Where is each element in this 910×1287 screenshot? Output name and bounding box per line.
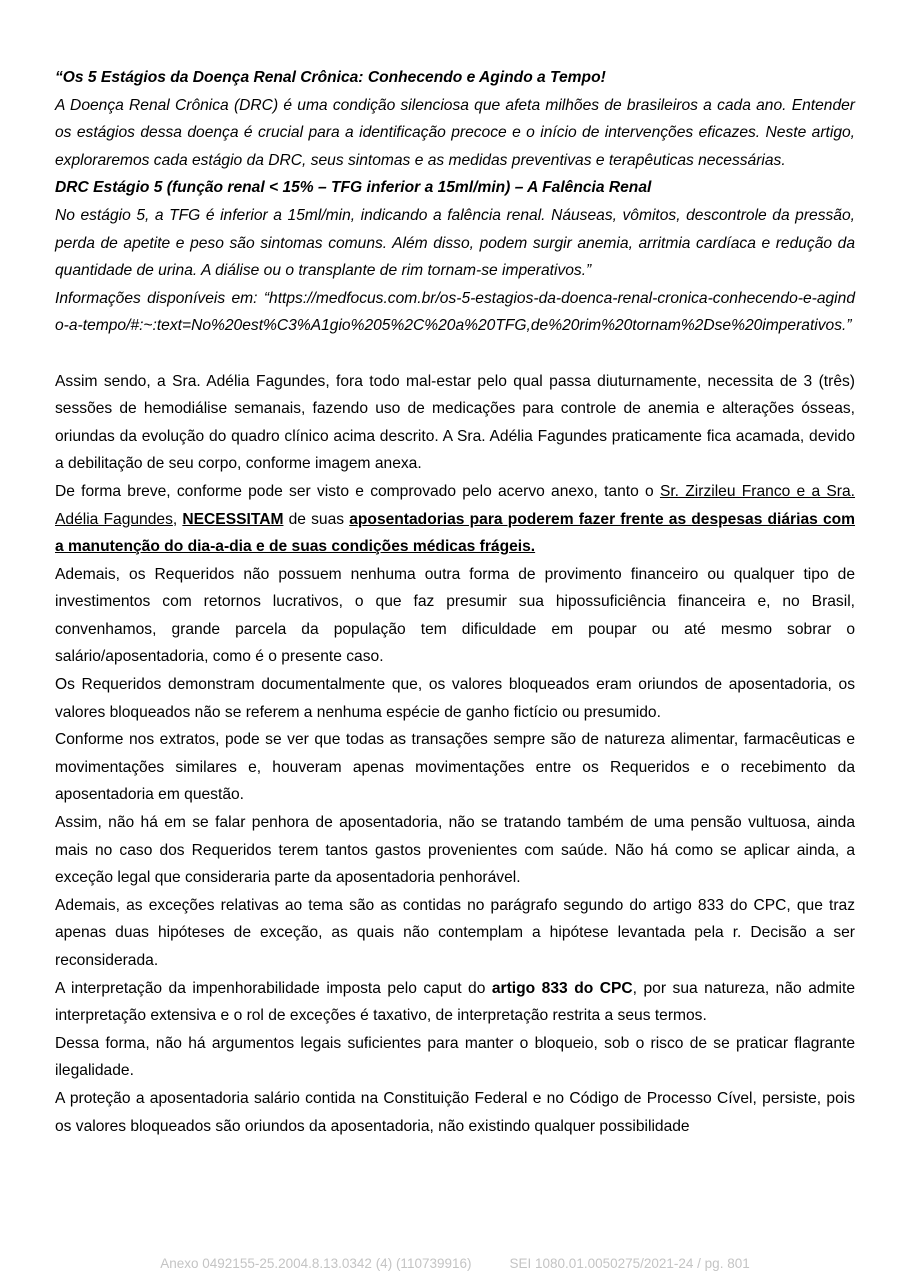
quote-title: “Os 5 Estágios da Doença Renal Crônica: Conhecendo e Agindo a Tempo! <box>55 69 606 86</box>
paragraph-necessity-intro: De forma breve, conforme pode ser visto e comprovado pelo acervo anexo, tanto o <box>55 482 660 500</box>
quote-source-link: Informações disponíveis em: “https://medfocus.com.br/os-5-estagios-da-doenca-renal-cronica-conhecendo-e-agindo-a-tempo/#:~:text=No%20est%C3%A1gio%205%2C%20a%20TFG,de%20rim%20tornam%2Dse%20imperativos.” <box>55 289 855 335</box>
paragraph-necessity <box>55 478 855 561</box>
paragraph-interpretacao-intro: A interpretação da impenhorabilidade imposta pelo caput do <box>55 979 492 997</box>
paragraph-penhora: Assim, não há em se falar penhora de aposentadoria, não se tratando também de uma pensão vultuosa, ainda mais no caso dos Requeridos terem tantos gastos provenientes com saúde. Não há como se aplicar ainda, a exceção legal que consideraria parte da aposentadoria penhorável. <box>55 814 855 887</box>
paragraph-hipossuficiencia: Ademais, os Requeridos não possuem nenhuma outra forma de provimento financeiro ou qualquer tipo de investimentos com retornos lucrativos, o que faz presumir sua hipossuficiência financeira e, no Brasil, convenhamos, grande parcela da população tem dificuldade em poupar ou até mesmo sobrar o salário/aposentadoria, como é o presente caso. <box>55 565 855 666</box>
requeridos-names: Sr. Zirzileu Franco e a Sra. Adélia Fagundes <box>55 482 855 528</box>
quote-stage-heading: DRC Estágio 5 (função renal < 15% – TFG inferior a 15ml/min) – A Falência Renal <box>55 179 652 197</box>
paragraph-excecoes: Ademais, as exceções relativas ao tema são as contidas no parágrafo segundo do artigo 833 do CPC, que traz apenas duas hipóteses de exceção, as quais não contemplam a hipótese levantada pela r. Decisão a ser reconsiderada. <box>55 896 855 969</box>
paragraph-valores-bloqueados: Os Requeridos demonstram documentalmente que, os valores bloqueados eram oriundos de aposentadoria, os valores bloqueados não se referem a nenhuma espécie de ganho fictício ou presumido. <box>55 676 855 721</box>
footer-sei-page: SEI 1080.01.0050275/2021-24 / pg. 801 <box>509 1256 750 1271</box>
necessitam-emphasis: NECESSITAM <box>182 510 284 528</box>
paragraph-interpretacao <box>55 975 855 1030</box>
artigo-833-emphasis: artigo 833 do CPC <box>491 979 633 997</box>
paragraph-ilegalidade: Dessa forma, não há argumentos legais suficientes para manter o bloqueio, sob o risco de se praticar flagrante ilegalidade. <box>55 1034 855 1080</box>
paragraph-extratos: Conforme nos extratos, pode se ver que todas as transações sempre são de natureza alimentar, farmacêuticas e movimentações similares e, houveram apenas movimentações entre os Requeridos e o recebimento da aposentadoria em questão. <box>55 731 855 804</box>
paragraph-protecao: A proteção a aposentadoria salário contida na Constituição Federal e no Código de Processo Cível, persiste, pois os valores bloqueados são oriundos da aposentadoria, não existindo qualquer possibilidade <box>55 1089 855 1135</box>
page-footer <box>0 1256 910 1271</box>
paragraph-necessity-mid: de suas <box>283 510 350 528</box>
paragraph-hemodialysis: Assim sendo, a Sra. Adélia Fagundes, fora todo mal-estar pelo qual passa diuturnamente, necessita de 3 (três) sessões de hemodiálise semanais, fazendo uso de medicações para controle de anemia e alterações ósseas, oriundas da evolução do quadro clínico acima descrito. A Sra. Adélia Fagundes praticamente fica acamada, devido a debilitação de seu corpo, conforme imagem anexa. <box>55 372 855 473</box>
footer-annex-id: Anexo 0492155-25.2004.8.13.0342 (4) (110739916) <box>160 1256 472 1271</box>
paragraph-spacer <box>55 340 855 368</box>
paragraph-necessity-comma: , <box>172 510 183 528</box>
aposentadorias-emphasis: aposentadorias para poderem fazer frente as despesas diárias com a manutenção do dia-a-dia e de suas condições médicas frágeis. <box>55 510 856 556</box>
paragraph-interpretacao-rest: , por sua natureza, não admite interpretação extensiva e o rol de exceções é taxativo, de interpretação restrita a seus termos. <box>55 979 855 1025</box>
document-page <box>55 64 855 1140</box>
quote-stage-text: No estágio 5, a TFG é inferior a 15ml/min, indicando a falência renal. Náuseas, vômitos, descontrole da pressão, perda de apetite e peso são sintomas comuns. Além disso, podem surgir anemia, arritmia cardíaca e redução da quantidade de urina. A diálise ou o transplante de rim tornam-se imperativos.” <box>55 206 855 280</box>
quote-intro: A Doença Renal Crônica (DRC) é uma condição silenciosa que afeta milhões de brasileiros a cada ano. Entender os estágios dessa doença é crucial para a identificação precoce e o início de intervenções eficazes. Neste artigo, exploraremos cada estágio da DRC, seus sintomas e as medidas preventivas e terapêuticas necessárias. <box>55 96 855 169</box>
